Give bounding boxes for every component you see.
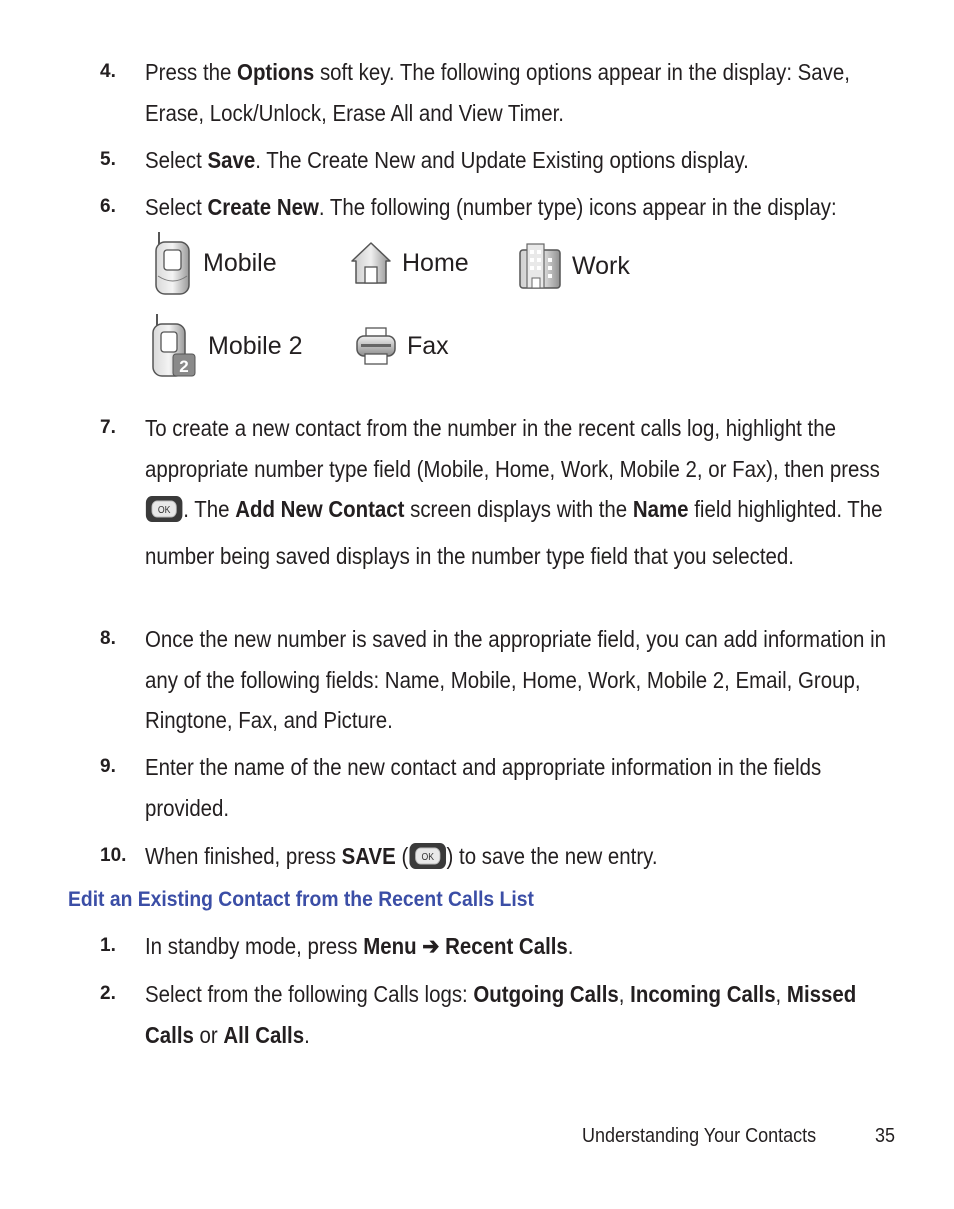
fax-label: Fax bbox=[407, 331, 449, 360]
step-text: To create a new contact from the number in the recent calls log, highlight the appropriate number type field (Mobile, Home, Work, Mobile 2, or Fax), then press OK . The Add New Contact screen displays with the Name field highlighted. The number being saved displays in the number type field that you selected. bbox=[145, 415, 883, 569]
step-text: Select Create New. The following (number type) icons appear in the display: bbox=[145, 194, 837, 220]
step-text: Select from the following Calls logs: Outgoing Calls, Incoming Calls, Missed Calls or All Calls. bbox=[145, 981, 857, 1048]
home-label: Home bbox=[402, 248, 469, 277]
step-number: 7. bbox=[100, 417, 116, 438]
ok-key-icon bbox=[145, 495, 183, 523]
ok-key-icon bbox=[408, 842, 446, 870]
step-number: 8. bbox=[100, 628, 116, 649]
svg-text:OK: OK bbox=[421, 851, 434, 863]
work-type bbox=[518, 242, 630, 290]
step-number: 5. bbox=[100, 149, 116, 170]
mobile-label: Mobile bbox=[203, 248, 277, 277]
step-text: In standby mode, press Menu ➔ Recent Calls. bbox=[145, 933, 574, 959]
fax-type bbox=[355, 326, 449, 366]
footer-section-title: Understanding Your Contacts bbox=[582, 1125, 817, 1147]
ok-key bbox=[145, 495, 183, 536]
ok-key bbox=[408, 842, 446, 883]
step-text: Once the new number is saved in the appropriate field, you can add information in any of the following fields: Name, Mobile, Home, Work, Mobile 2, Email, Group, Ringtone, Fax, and Picture. bbox=[145, 626, 887, 733]
mobile-phone-icon bbox=[153, 230, 193, 296]
step-number: 9. bbox=[100, 756, 116, 777]
mobile2-label: Mobile 2 bbox=[208, 331, 303, 360]
fax-icon bbox=[355, 326, 397, 366]
home-type bbox=[350, 240, 469, 286]
mobile2-type bbox=[150, 312, 303, 380]
number-type-icons bbox=[0, 228, 954, 388]
work-label: Work bbox=[572, 251, 630, 280]
step-text: Press the Options soft key. The following options appear in the display: Save, Erase, Lock/Unlock, Erase All and View Timer. bbox=[145, 59, 850, 126]
step-number: 2. bbox=[100, 983, 116, 1004]
mobile2-badge: 2 bbox=[179, 357, 189, 376]
step-number: 6. bbox=[100, 196, 116, 217]
step-number: 1. bbox=[100, 935, 116, 956]
step-number: 10. bbox=[100, 845, 127, 866]
mobile-type bbox=[153, 230, 277, 296]
office-building-icon bbox=[518, 242, 562, 290]
options-softkey: Options bbox=[237, 59, 315, 85]
section-heading: Edit an Existing Contact from the Recent Calls List bbox=[68, 888, 534, 911]
svg-text:OK: OK bbox=[157, 504, 171, 516]
step-number: 4. bbox=[100, 61, 116, 82]
step-text: Enter the name of the new contact and appropriate information in the fields provided. bbox=[145, 754, 822, 821]
home-icon bbox=[350, 240, 392, 286]
step-text: Select Save. The Create New and Update Existing options display. bbox=[145, 147, 749, 173]
step-text: When finished, press SAVE ( OK ) to save the new entry. bbox=[145, 836, 902, 883]
footer-page-number: 35 bbox=[875, 1125, 896, 1147]
mobile-2-icon bbox=[150, 312, 198, 380]
